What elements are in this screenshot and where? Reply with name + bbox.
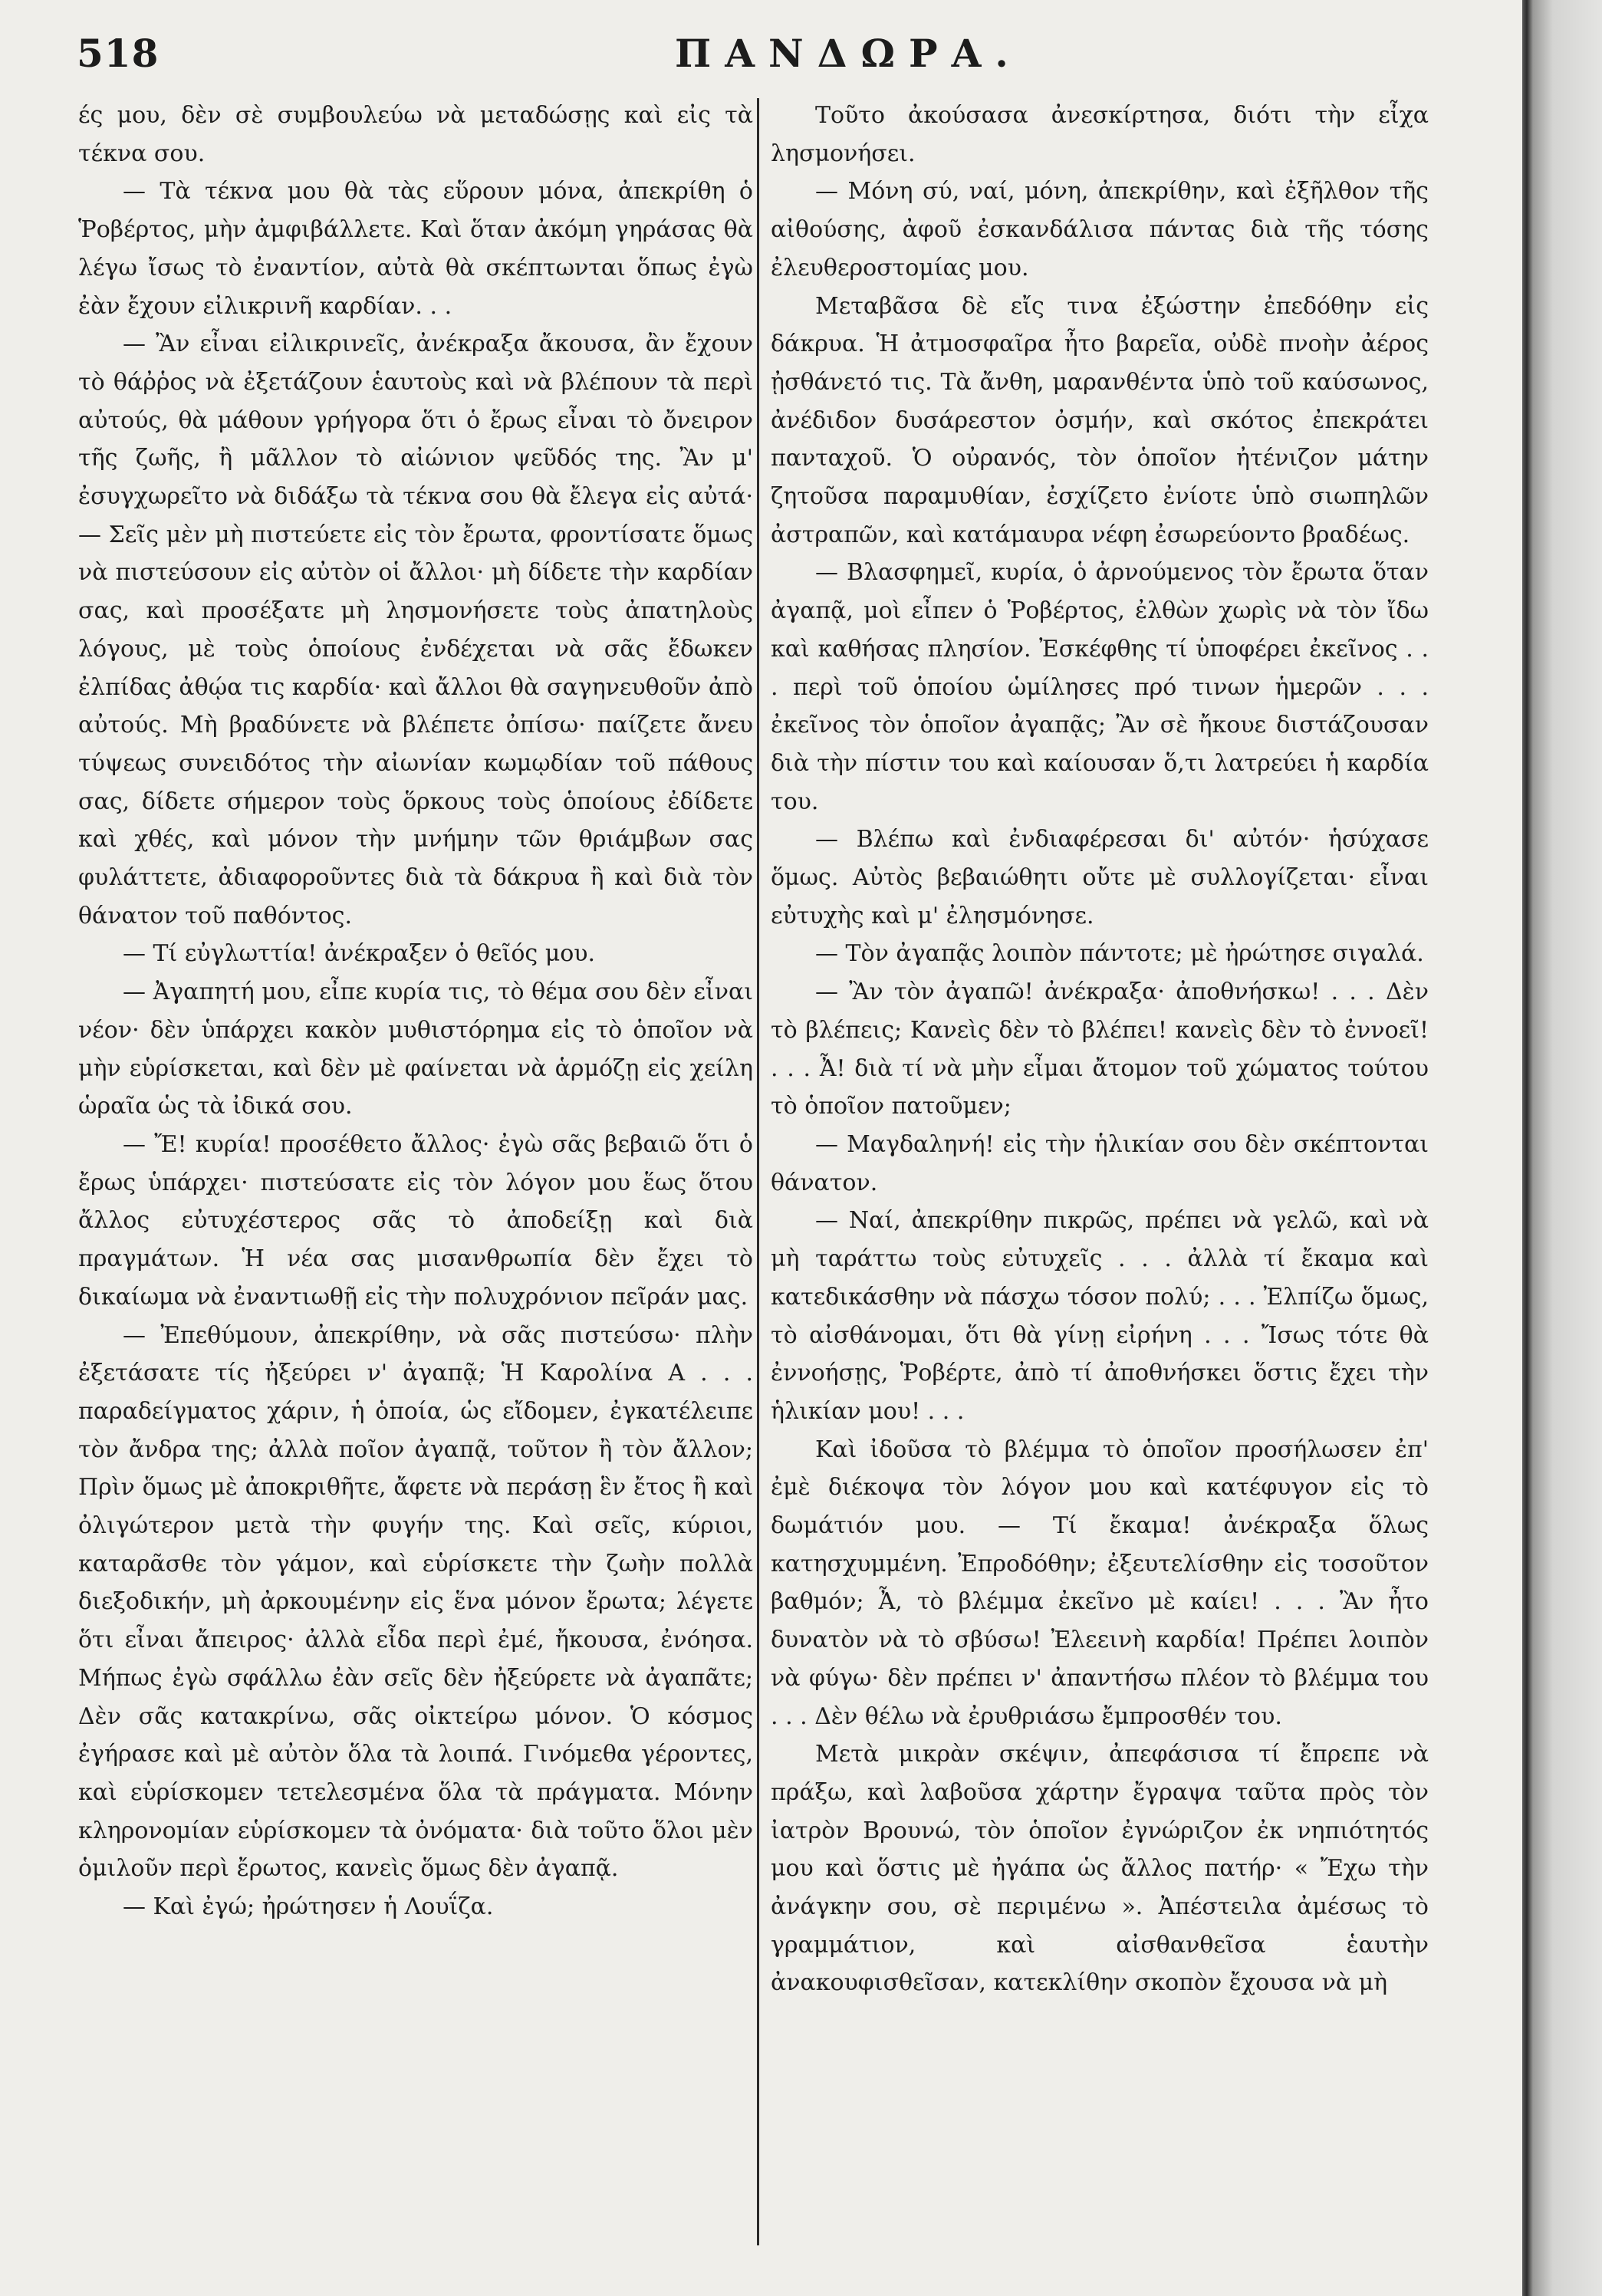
paragraph: — Καὶ ἐγώ; ἠρώτησεν ἡ Λουΐζα. <box>123 1893 494 1921</box>
paragraph: — Βλασφημεῖ, κυρία, ὁ ἀρνούμενος τὸν ἔρωτα ὅταν ἀγαπᾷ, μοὶ εἶπεν ὁ Ῥοβέρτος, ἐλθὼν χωρὶς νὰ τὸν ἴδω καὶ καθήσας πλησίον. Ἐσκέφθης τί ὑποφέρει ἐκεῖνος . . . περὶ τοῦ ὁποίου ὡμίλησες πρό τινων ἡμερῶν . . . ἐκεῖνος τὸν ὁποῖον ἀγαπᾷς; Ἂν σὲ ἤκουε διστάζουσαν διὰ τὴν πίστιν του καὶ καίουσαν ὅ,τι λατρεύει ἡ καρδία του. <box>771 559 1429 815</box>
page-header <box>77 31 1518 84</box>
right-column <box>771 97 1429 2002</box>
paragraph: — Τί εὐγλωττία! ἀνέκραξεν ὁ θεῖός μου. <box>123 940 596 968</box>
paragraph: Μεταβᾶσα δὲ εἴς τινα ἐξώστην ἐπεδόθην εἰς δάκρυα. Ἡ ἀτμοσφαῖρα ἦτο βαρεῖα, οὐδὲ πνοὴν ἀέρος ᾐσθάνετό τις. Τὰ ἄνθη, μαρανθέντα ὑπὸ τοῦ καύσωνος, ἀνέδιδον δυσάρεστον ὀσμήν, καὶ σκότος ἐπεκράτει πανταχοῦ. Ὁ οὐρανός, τὸν ὁποῖον ἠτένιζον μάτην ζητοῦσα παραμυθίαν, ἐσχίζετο ἐνίοτε ὑπὸ σιωπηλῶν ἀστραπῶν, καὶ κατάμαυρα νέφη ἐσωρεύοντο βραδέως. <box>771 292 1429 548</box>
paragraph: Μετὰ μικρὰν σκέψιν, ἀπεφάσισα τί ἔπρεπε νὰ πράξω, καὶ λαβοῦσα χάρτην ἔγραψα ταῦτα πρὸς τὸν ἰατρὸν Βρουνώ, τὸν ὁποῖον ἐγνώριζον ἐκ νηπιότητός μου καὶ ὅστις μὲ ἠγάπα ὡς ἄλλος πατήρ· « Ἔχω τὴν ἀνάγκην σου, σὲ περιμένω ». Ἀπέστειλα ἀμέσως τὸ γραμμάτιον, καὶ αἰσθανθεῖσα ἑαυτὴν ἀνακουφισθεῖσαν, κατεκλίθην σκοπὸν ἔχουσα νὰ μὴ <box>771 1741 1429 1997</box>
left-column <box>78 97 753 1926</box>
paragraph: — Μόνη σύ, ναί, μόνη, ἀπεκρίθην, καὶ ἐξῆλθον τῆς αἰθούσης, ἀφοῦ ἐσκανδάλισα πάντας διὰ τῆς τόσης ἐλευθεροστομίας μου. <box>771 178 1429 281</box>
paragraph: — Τὸν ἀγαπᾷς λοιπὸν πάντοτε; μὲ ἠρώτησε σιγαλά. <box>815 940 1424 968</box>
paragraph: — Ἐπεθύμουν, ἀπεκρίθην, νὰ σᾶς πιστεύσω· πλὴν ἐξετάσατε τίς ἠξεύρει ν' ἀγαπᾷ; Ἡ Καρολίνα Α . . . παραδείγματος χάριν, ἡ ὁποία, ὡς εἴδομεν, ἐγκατέλειπε τὸν ἄνδρα της; ἀλλὰ ποῖον ἀγαπᾷ, τοῦτον ἢ τὸν ἄλλον; Πρὶν ὅμως μὲ ἀποκριθῆτε, ἄφετε νὰ περάσῃ ἓν ἔτος ἢ καὶ ὀλιγώτερον μετὰ τὴν φυγήν της. Καὶ σεῖς, κύριοι, καταρᾶσθε τὸν γάμον, καὶ εὑρίσκετε τὴν ζωὴν πολλὰ διεξοδικήν, μὴ ἀρκουμένην εἰς ἕνα μόνον ἔρωτα; λέγετε ὅτι εἶναι ἄπειρος· ἀλλὰ εἶδα περὶ ἐμέ, ἤκουσα, ἐνόησα. Μήπως ἐγὼ σφάλλω ἐὰν σεῖς δὲν ἠξεύρετε νὰ ἀγαπᾶτε; Δὲν σᾶς κατακρίνω, σᾶς οἰκτείρω μόνον. Ὁ κόσμος ἐγήρασε καὶ μὲ αὐτὸν ὅλα τὰ λοιπά. Γινόμεθα γέροντες, καὶ εὑρίσκομεν τετελεσμένα ὅλα τὰ πράγματα. Μόνην κληρονομίαν εὑρίσκομεν τὰ ὀνόματα· διὰ τοῦτο ὅλοι μὲν ὁμιλοῦν περὶ ἔρωτος, κανεὶς ὅμως δὲν ἀγαπᾷ. <box>78 1321 753 1883</box>
paragraph: — Μαγδαληνή! εἰς τὴν ἡλικίαν σου δὲν σκέπτονται θάνατον. <box>771 1130 1429 1196</box>
page-number: 518 <box>77 31 160 76</box>
column-divider <box>757 98 759 2245</box>
paragraph: — Ἂν εἶναι εἰλικρινεῖς, ἀνέκραξα ἄκουσα, ἂν ἔχουν τὸ θάῤῥος νὰ ἐξετάζουν ἑαυτοὺς καὶ νὰ βλέπουν τὰ περὶ αὐτούς, θὰ μάθουν γρήγορα ὅτι ὁ ἔρως εἶναι τὸ ὄνειρον τῆς ζωῆς, ἢ μᾶλλον τὸ αἰώνιον ψεῦδός της. Ἂν μ' ἐσυγχωρεῖτο νὰ διδάξω τὰ τέκνα σου θὰ ἔλεγα εἰς αὐτά· — Σεῖς μὲν μὴ πιστεύετε εἰς τὸν ἔρωτα, φροντίσατε ὅμως νὰ πιστεύσουν εἰς αὐτὸν οἱ ἄλλοι· μὴ δίδετε τὴν καρδίαν σας, καὶ προσέξατε μὴ λησμονήσετε τοὺς ἀπατηλοὺς λόγους, μὲ τοὺς ὁποίους ἐνδέχεται νὰ σᾶς ἔδωκεν ἐλπίδας ἀθῴα τις καρδία· καὶ ἄλλοι θὰ σαγηνευθοῦν ἀπὸ αὐτούς. Μὴ βραδύνετε νὰ βλέπετε ὀπίσω· παίζετε ἄνευ τύψεως συνειδότος τὴν αἰωνίαν κωμῳδίαν τοῦ πάθους σας, δίδετε σήμερον τοὺς ὅρκους τοὺς ὁποίους ἐδίδετε καὶ χθές, καὶ μόνον τὴν μνήμην τῶν θριάμβων σας φυλάττετε, ἀδιαφοροῦντες διὰ τὰ δάκρυα ἢ καὶ διὰ τὸν θάνατον τοῦ παθόντος. <box>78 331 753 929</box>
paragraph: — Ἀγαπητή μου, εἶπε κυρία τις, τὸ θέμα σου δὲν εἶναι νέον· δὲν ὑπάρχει κακὸν μυθιστόρημα εἰς τὸ ὁποῖον νὰ μὴν εὑρίσκεται, καὶ δὲν μὲ φαίνεται νὰ ἁρμόζῃ εἰς χείλη ὡραῖα ὡς τὰ ἰδικά σου. <box>78 979 753 1120</box>
running-title: ΠΑΝΔΩΡΑ. <box>675 31 1022 76</box>
paragraph: ές μου, δὲν σὲ συμβουλεύω νὰ μεταδώσῃς καὶ εἰς τὰ τέκνα σου. <box>78 102 753 167</box>
paragraph: Τοῦτο ἀκούσασα ἀνεσκίρτησα, διότι τὴν εἶχα λησμονήσει. <box>771 102 1429 167</box>
paragraph: Καὶ ἰδοῦσα τὸ βλέμμα τὸ ὁποῖον προσήλωσεν ἐπ' ἐμὲ διέκοψα τὸν λόγον μου καὶ κατέφυγον εἰς τὸ δωμάτιόν μου. — Τί ἔκαμα! ἀνέκραξα ὅλως κατησχυμμένη. Ἐπροδόθην; ἐξευτελίσθην εἰς τοσοῦτον βαθμόν; Ἆ, τὸ βλέμμα ἐκεῖνο μὲ καίει! . . . Ἂν ἦτο δυνατὸν νὰ τὸ σβύσω! Ἐλεεινὴ καρδία! Πρέπει λοιπὸν νὰ φύγω· δὲν πρέπει ν' ἀπαντήσω πλέον τὸ βλέμμα του . . . Δὲν θέλω νὰ ἐρυθριάσω ἔμπροσθέν του. <box>771 1436 1429 1730</box>
paragraph: — Βλέπω καὶ ἐνδιαφέρεσαι δι' αὐτόν· ἡσύχασε ὅμως. Αὐτὸς βεβαιώθητι οὔτε μὲ συλλογίζεται· εἶναι εὐτυχὴς καὶ μ' ἐλησμόνησε. <box>771 826 1429 929</box>
page-edge-shadow <box>1522 0 1602 2296</box>
paragraph: — Ἔ! κυρία! προσέθετο ἄλλος· ἐγὼ σᾶς βεβαιῶ ὅτι ὁ ἔρως ὑπάρχει· πιστεύσατε εἰς τὸν λόγον μου ἕως ὅτου ἄλλος εὐτυχέστερος σᾶς τὸ ἀποδείξῃ καὶ διὰ πραγμάτων. Ἡ νέα σας μισανθρωπία δὲν ἔχει τὸ δικαίωμα νὰ ἐναντιωθῇ εἰς τὴν πολυχρόνιον πεῖράν μας. <box>78 1130 753 1311</box>
paragraph: — Ἂν τὸν ἀγαπῶ! ἀνέκραξα· ἀποθνήσκω! . . . Δὲν τὸ βλέπεις; Κανεὶς δὲν τὸ βλέπει! κανεὶς δὲν τὸ ἐννοεῖ! . . . Ἆ! διὰ τί νὰ μὴν εἶμαι ἄτομον τοῦ χώματος τούτου τὸ ὁποῖον πατοῦμεν; <box>771 979 1429 1120</box>
paragraph: — Ναί, ἀπεκρίθην πικρῶς, πρέπει νὰ γελῶ, καὶ νὰ μὴ ταράττω τοὺς εὐτυχεῖς . . . ἀλλὰ τί ἔκαμα καὶ κατεδικάσθην νὰ πάσχω τόσον πολύ; . . . Ἐλπίζω ὅμως, τὸ αἰσθάνομαι, ὅτι θὰ γίνῃ εἰρήνη . . . Ἴσως τότε θὰ ἐννοήσῃς, Ῥοβέρτε, ἀπὸ τί ἀποθνήσκει ὅστις ἔχει τὴν ἡλικίαν μου! . . . <box>771 1207 1429 1425</box>
paragraph: — Τὰ τέκνα μου θὰ τὰς εὕρουν μόνα, ἀπεκρίθη ὁ Ῥοβέρτος, μὴν ἀμφιβάλλετε. Καὶ ὅταν ἀκόμη γηράσας θὰ λέγω ἴσως τὸ ἐναντίον, αὐτὰ θὰ σκέπτωνται ὅπως ἐγὼ ἐὰν ἔχουν εἰλικρινῆ καρδίαν. . . <box>78 178 753 320</box>
